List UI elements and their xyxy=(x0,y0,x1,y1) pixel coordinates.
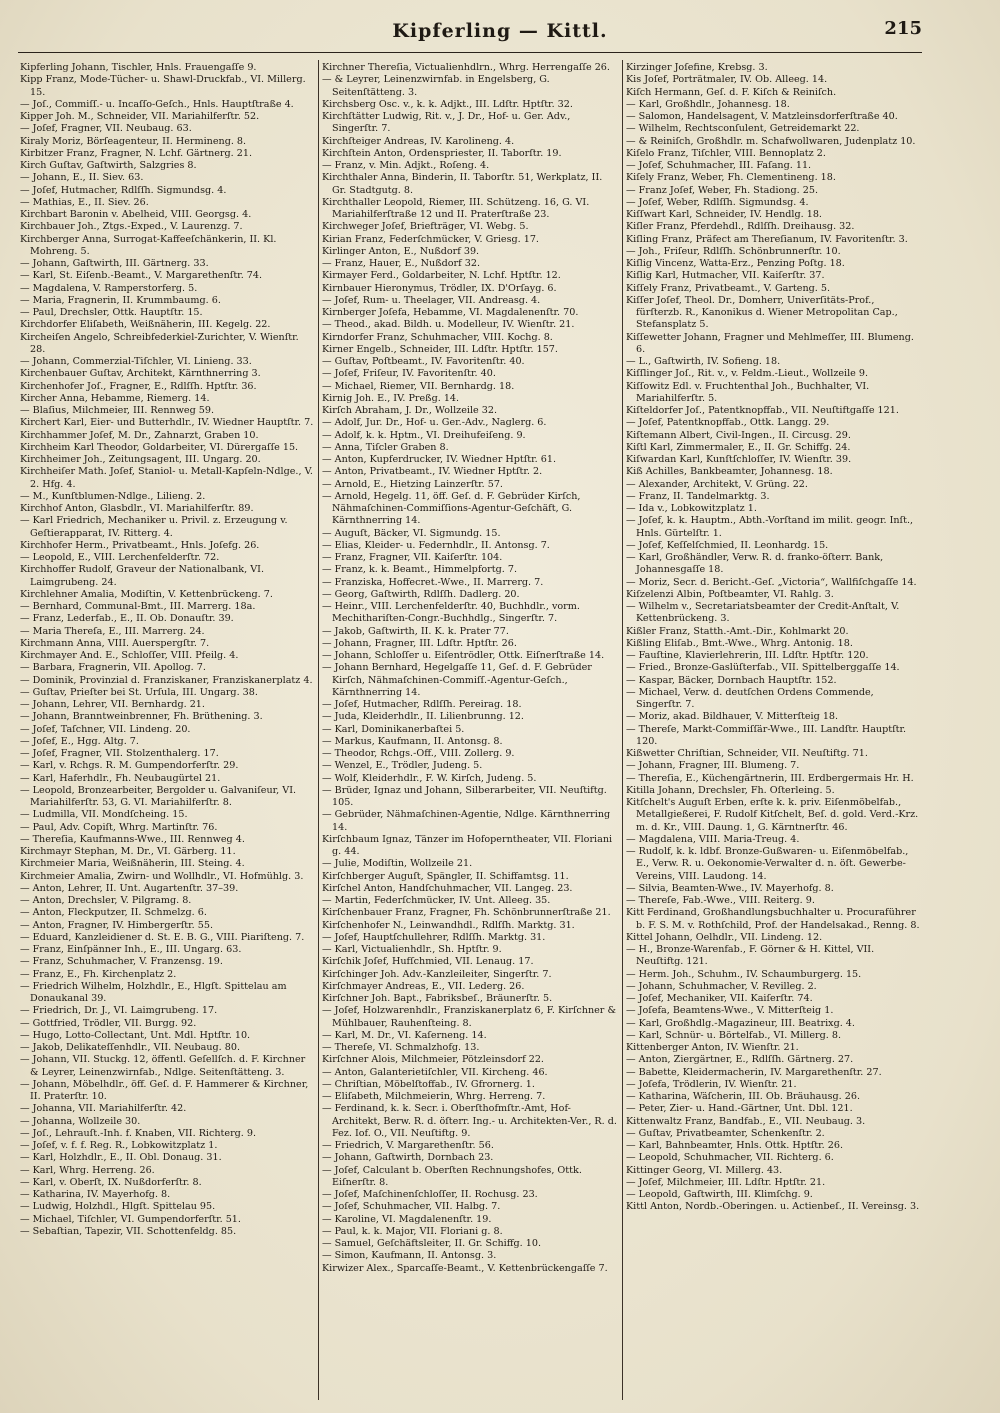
directory-entry: — Ferdinand, k. k. Secr. i. Oberſthofmſtr.-Amt, Hof-Architekt, Berw. R. d. öſterr. Ing.- u. Architekten-Ver., R. d. Fez. Iof. O., VII. Neuſtiftg. 9. xyxy=(322,1103,617,1139)
directory-entry: — Joſef, Schuhmacher, VII. Halbg. 7. xyxy=(322,1201,501,1213)
directory-entry: — Johann, VII. Stuckg. 12, öffentl. Geſellſch. d. F. Kirchner & Leyrer, Leinenzwirnfab., Ndlge. Seitenſtätteng. 3. xyxy=(20,1054,306,1078)
directory-entry: — Thereſia, Kaufmanns-Wwe., III. Rennweg 4. xyxy=(20,833,245,845)
directory-entry: — & Reiniſch, Großhdlr. m. Schafwollwaren, Judenplatz 10. xyxy=(626,135,916,147)
directory-entry: — Eliſabeth, Milchmeierin, Whrg. Herreng. 7. xyxy=(322,1091,546,1102)
directory-entry: — Johann, Schuhmacher, V. Revilleg. 2. xyxy=(626,980,817,992)
directory-entry: Kirchmayer And. E., Schloſſer, VIII. Pfeilg. 4. xyxy=(20,650,239,661)
directory-entry: — Fauſtine, Klavierlehrerin, III. Ldſtr. Hptſtr. 120. xyxy=(626,650,869,661)
directory-entry: — Karl Friedrich, Mechaniker u. Privil. z. Erzeugung v. Geſtierapparat, IV. Ritterg. 4. xyxy=(20,515,288,539)
directory-entry: — Karl, Großhändler, Verw. R. d. franko-öſterr. Bank, Johannesgaſſe 18. xyxy=(626,552,884,576)
directory-entry: — Wilhelm v., Secretariatsbeamter der Credit-Anſtalt, V. Kettenbrückeng. 3. xyxy=(626,601,900,625)
directory-entry: Kißler Franz, Statth.-Amt.-Dir., Kohlmarkt 20. xyxy=(626,625,849,637)
directory-entry: Kirzinger Joſefine, Krebsg. 3. xyxy=(626,62,768,73)
directory-entry: Kiſſely Franz, Privatbeamt., V. Garteng. 5. xyxy=(626,282,831,294)
directory-entry: Kiſelo Franz, Tiſchler, VIII. Bennoplatz 2. xyxy=(626,147,826,159)
directory-entry: — Thereſe, Markt-Commiſſär-Wwe., III. Landſtr. Hauptſtr. 120. xyxy=(626,723,907,747)
directory-entry: Kipper Joh. M., Schneider, VII. Mariahilferſtr. 52. xyxy=(20,111,260,122)
directory-entry: — Friedrich Wilhelm, Holzhdlr., E., Hlgſt. Spittelau am Donaukanal 39. xyxy=(20,980,287,1004)
directory-entry: — Eduard, Kanzleidiener d. St. E. B. G., VIII. Piariſteng. 7. xyxy=(20,931,305,943)
directory-entry: Kirſch Abraham, J. Dr., Wollzeile 32. xyxy=(322,405,497,416)
directory-entry: — Kaspar, Bäcker, Dornbach Hauptſtr. 152. xyxy=(626,674,837,686)
directory-entry: — Anton, Galanterietiſchler, VII. Kircheng. 46. xyxy=(322,1066,548,1078)
directory-entry: Kirwizer Alex., Sparcaſſe-Beamt., V. Kettenbrückengaſſe 7. xyxy=(322,1262,608,1274)
directory-entry: — Anton, Fleckputzer, II. Schmelzg. 6. xyxy=(20,907,207,919)
directory-entry: — Johann, Branntweinbrenner, Fh. Brüthening. 3. xyxy=(20,711,263,723)
directory-entry: — Johann, Lehrer, VII. Bernhardg. 21. xyxy=(20,699,205,710)
directory-entry: Kirner Engelb., Schneider, III. Ldſtr. Hptſtr. 157. xyxy=(322,343,558,355)
directory-entry: — Joſ., Commiſſ.- u. Incaſſo-Geſch., Hnls. Hauptſtraße 4. xyxy=(20,98,294,110)
directory-entry: — Joſef, Hutmacher, Rdlſſh. Pereirag. 18. xyxy=(322,699,522,710)
directory-entry: — Johann, Fragner, III. Blumeng. 7. xyxy=(626,760,800,772)
directory-entry: Kirchhof Anton, Glasbdlr., VI. Mariahilferſtr. 89. xyxy=(20,503,254,514)
directory-entry: Kirchhammer Joſef, M. Dr., Zahnarzt, Graben 10. xyxy=(20,429,259,441)
directory-entry: — Maria, Fragnerin, II. Krummbaumg. 6. xyxy=(20,294,221,306)
directory-entry: — Anton, Kupferdrucker, IV. Wiedner Hptſtr. 61. xyxy=(322,454,557,465)
directory-entry: — Joſ., Lehrauſt.-Inh. f. Knaben, VII. Richterg. 9. xyxy=(20,1127,257,1139)
directory-entry: Kirchdorfer Eliſabeth, Weißnäherin, III. Kegelg. 22. xyxy=(20,319,271,331)
directory-entry: — H., Bronze-Warenfab., F. Görner & H. Kittel, VII. Neuſtiftg. 121. xyxy=(626,944,875,968)
directory-entry: Kiſely Franz, Weber, Fh. Clementineng. 18. xyxy=(626,172,836,184)
directory-entry: — L., Gaſtwirth, IV. Sofieng. 18. xyxy=(626,356,781,367)
directory-entry: — Karl, v. Rchgs. R. M. Gumpendorferſtr. 29. xyxy=(20,760,239,772)
directory-entry: — Franz, v. Min. Adjkt., Roſeng. 4. xyxy=(322,160,490,171)
directory-entry: — Barbara, Fragnerin, VII. Apollog. 7. xyxy=(20,662,206,674)
directory-entry: — Herm. Joh., Schuhm., IV. Schaumburgerg. 15. xyxy=(626,968,862,980)
directory-entry: — Blaſius, Milchmeier, III. Rennweg 59. xyxy=(20,405,215,416)
directory-entry: — Fried., Bronze-Gaslüſterfab., VII. Spittelberggaſſe 14. xyxy=(626,662,900,674)
directory-entry: — Michael, Tiſchler, VI. Gumpendorferſtr. 51. xyxy=(20,1213,241,1225)
directory-entry: — Friedrich, Dr. J., VI. Laimgrubeng. 17. xyxy=(20,1005,218,1017)
directory-entry: Kircheiſen Angelo, Schreibfederkiel-Zurichter, V. Wienſtr. 28. xyxy=(20,331,299,355)
directory-entry: Kittel Johann, Oelhdlr., VII. Lindeng. 12. xyxy=(626,931,823,943)
directory-entry: — Leopold, Schuhmacher, VII. Richterg. 6. xyxy=(626,1152,834,1164)
directory-entry: Kiſſer Joſef, Theol. Dr., Domherr, Univerſitäts-Prof., fürſterzb. R., Kanonikus d. Wiener Metropolitan Cap., Stefansplatz 5. xyxy=(626,294,898,331)
directory-entry: — Guſtav, Privatbeamter, Schenkenſtr. 2. xyxy=(626,1127,825,1139)
directory-entry: Kittl Anton, Nordb.-Oberingen. u. Actienbeſ., II. Vereinsg. 3. xyxy=(626,1201,920,1213)
directory-entry: Kirchſteiger Andreas, IV. Karolineng. 4. xyxy=(322,135,515,147)
directory-entry: Kittinger Georg, VI. Millerg. 43. xyxy=(626,1164,783,1176)
directory-entry: Kirſchner Alois, Milchmeier, Pötzleinsdorf 22. xyxy=(322,1054,544,1066)
directory-entry: — Adolf, k. k. Hptm., VI. Dreihufeiſeng. 9. xyxy=(322,429,526,441)
directory-entry: — Johann, Möbelhdlr., öff. Geſ. d. F. Hammerer & Kirchner, II. Praterſtr. 10. xyxy=(20,1078,309,1102)
directory-entry: Kirchenhofer Joſ., Fragner, E., Rdlſſh. Hptſtr. 36. xyxy=(20,380,257,392)
directory-entry: — Karl, v. Oberſt, IX. Nußdorferſtr. 8. xyxy=(20,1176,202,1188)
directory-entry: — Johann, Gaſtwirth, III. Gärtnerg. 33. xyxy=(20,258,209,269)
directory-entry: Kirchlehner Amalia, Modiſtin, V. Kettenbrückeng. 7. xyxy=(20,588,273,600)
directory-entry: — Franziska, Hoffecret.-Wwe., II. Marrerg. 7. xyxy=(322,576,544,588)
directory-entry: Kirſchinger Joh. Adv.-Kanzleileiter, Singerſtr. 7. xyxy=(322,968,552,980)
directory-entry: — Friedrich, V. Margarethenſtr. 56. xyxy=(322,1140,494,1151)
directory-entry: Kirchhoffer Rudolf, Graveur der Nationalbank, VI. Laimgrubeng. 24. xyxy=(20,564,264,588)
directory-entry: Kirbitzer Franz, Fragner, N. Lchf. Gärtnerg. 21. xyxy=(20,147,253,159)
directory-entry: — Johann, Gaſtwirth, Dornbach 23. xyxy=(322,1152,494,1164)
directory-entry: Kirchbart Baronin v. Abelheid, VIII. Georgsg. 4. xyxy=(20,209,252,220)
directory-entry: Kiſch Hermann, Geſ. d. F. Kiſch & Reiniſch. xyxy=(626,86,837,98)
directory-entry: — Joſef, Weber, Rdlſſh. Sigmundsg. 4. xyxy=(626,196,809,208)
directory-entry: — Moriz, akad. Bildhauer, V. Mitterſteig 18. xyxy=(626,711,839,723)
directory-entry: — Alexander, Architekt, V. Grüng. 22. xyxy=(626,478,808,490)
directory-entry: Kißwetter Chriſtian, Schneider, VII. Neuſtiftg. 71. xyxy=(626,748,868,759)
directory-entry: — Dominik, Provinzial d. Franziskaner, Franziskanerplatz 4. xyxy=(20,674,313,686)
directory-entry: — Maria Thereſa, E., III. Marrerg. 24. xyxy=(20,625,205,637)
directory-entry: — Gottfried, Trödler, VII. Burgg. 92. xyxy=(20,1017,197,1029)
directory-entry: Kirchheim Karl Theodor, Goldarbeiter, VI. Dürergaſſe 15. xyxy=(20,441,299,453)
directory-entry: Kiß Achilles, Bankbeamter, Johannesg. 18. xyxy=(626,466,833,478)
directory-entry: — Silvia, Beamten-Wwe., IV. Mayerhofg. 8. xyxy=(626,882,834,894)
directory-entry: — Karl, Holzhdlr., E., II. Obl. Donaug. 31. xyxy=(20,1152,222,1164)
directory-entry: — Anton, Lehrer, II. Unt. Augartenſtr. 37–39. xyxy=(20,882,239,894)
directory-entry: Kiſlig Vincenz, Watta-Erz., Penzing Poſtg. 18. xyxy=(626,258,845,269)
directory-entry: Kißling Eliſab., Bmt.-Wwe., Whrg. Antonig. 18. xyxy=(626,637,853,649)
directory-entry: — Joſef, Rum- u. Theelager, VII. Andreasg. 4. xyxy=(322,294,541,306)
directory-entry: — Joſef, Milchmeier, III. Ldſtr. Hptſtr. 21. xyxy=(626,1176,826,1188)
directory-entry: — Anton, Fragner, IV. Himbergerſtr. 55. xyxy=(20,919,214,931)
directory-entry: Kiſſowitz Edl. v. Fruchtenthal Joh., Buchhalter, VI. Mariahilferſtr. 5. xyxy=(626,380,870,404)
directory-entry: Kirmayer Ferd., Goldarbeiter, N. Lchf. Hptſtr. 12. xyxy=(322,270,561,282)
directory-entry: — Johann, Schloſſer u. Eiſentrödler, Ottk. Eiſnerſtraße 14. xyxy=(322,650,605,661)
directory-entry: — Joſef, Hauptſchullehrer, Rdlſſh. Marktg. 31. xyxy=(322,931,546,943)
directory-entry: — Joſef, Keſſelſchmied, II. Leonhardg. 15. xyxy=(626,539,829,551)
directory-entry: — Karl, Dominikanerbaſtei 5. xyxy=(322,723,465,735)
directory-entry: Kirchhofer Herm., Privatbeamt., Hnls. Joſefg. 26. xyxy=(20,539,260,551)
directory-entry: — Johanna, VII. Mariahilferſtr. 42. xyxy=(20,1103,187,1115)
directory-entry: — Theodor, Rchgs.-Off., VIII. Zollerg. 9. xyxy=(322,748,515,759)
directory-entry: — Johann, E., II. Siev. 63. xyxy=(20,172,144,184)
directory-entry: — Jakob, Gaſtwirth, II. K. k. Prater 77. xyxy=(322,625,509,637)
directory-entry: — Karl, Whrg. Herreng. 26. xyxy=(20,1164,155,1176)
directory-entry: — Franz, E., Fh. Kirchenplatz 2. xyxy=(20,968,177,980)
directory-entry: — Brüder, Ignaz und Johann, Silberarbeiter, VII. Neuſtiftg. 105. xyxy=(322,784,607,808)
directory-entry: — Mathias, E., II. Siev. 26. xyxy=(20,196,149,208)
directory-entry: — Franz, k. k. Beamt., Himmelpfortg. 7. xyxy=(322,564,517,576)
directory-entry: — Joſef, Maſchinenſchloſſer, II. Rochusg. 23. xyxy=(322,1189,538,1200)
directory-entry: Kitilla Johann, Drechsler, Fh. Oſterleing. 5. xyxy=(626,784,835,796)
directory-entry: Kirchner Thereſia, Victualienhdlrn., Whrg. Herrengaſſe 26. xyxy=(322,62,610,73)
directory-entry: — Johanna, Wollzeile 30. xyxy=(20,1115,141,1127)
directory-entry: — Wenzel, E., Trödler, Judeng. 5. xyxy=(322,760,483,772)
directory-entry: Kirſchik Joſef, Hufſchmied, VII. Lenaug. 17. xyxy=(322,956,534,968)
directory-column-3 xyxy=(626,62,922,1402)
directory-entry: — Karl, St. Eiſenb.-Beamt., V. Margarethenſtr. 74. xyxy=(20,270,263,282)
directory-entry: — Joſefa, Beamtens-Wwe., V. Mitterſteig 1. xyxy=(626,1005,834,1017)
directory-entry: — Ludwig, Holzhdl., Hlgſt. Spittelau 95. xyxy=(20,1201,216,1213)
directory-entry: — Joſef, Schuhmacher, III. Faſang. 11. xyxy=(626,160,812,171)
directory-entry: Kittenwaltz Franz, Bandfab., E., VII. Neubaug. 3. xyxy=(626,1115,866,1127)
directory-entry: Kitt Ferdinand, Großhandlungsbuchhalter u. Procuraführer b. F. S. M. v. Rothſchild, Prof. der Handelsakad., Renng. 8. xyxy=(626,907,920,931)
directory-entry: — Joſef, Hutmacher, Rdlſſh. Sigmundsg. 4. xyxy=(20,184,227,196)
directory-entry: — Franz, Fragner, VII. Kaiſerſtr. 104. xyxy=(322,552,503,563)
directory-entry: — Karl, Schnür- u. Börtelfab., VI. Millerg. 8. xyxy=(626,1029,841,1041)
directory-entry: Kiſzelenzi Albin, Poſtbeamter, VI. Rahlg. 3. xyxy=(626,588,834,600)
directory-entry: Kirſchmayer Andreas, E., VII. Lederg. 26. xyxy=(322,980,525,992)
directory-entry: Kirchmeier Amalia, Zwirn- und Wollhdlr., VI. Hofmühlg. 3. xyxy=(20,870,304,882)
directory-entry: — Julie, Modiſtin, Wollzeile 21. xyxy=(322,858,473,870)
directory-entry: — Joſef, k. k. Hauptm., Abth.-Vorſtand im milit. geogr. Inſt., Hnls. Gürtelſtr. 1. xyxy=(626,515,914,539)
directory-entry: Kiſlig Karl, Hutmacher, VII. Kaiſerſtr. 37. xyxy=(626,270,825,282)
page-header xyxy=(0,10,1000,58)
directory-entry: Kirchert Karl, Eier- und Butterhdlr., IV. Wiedner Hauptſtr. 7. xyxy=(20,417,314,429)
directory-entry: Kiſwardan Karl, Kunſtſchloſſer, IV. Wienſtr. 39. xyxy=(626,454,852,465)
directory-entry: — Babette, Kleidermacherin, IV. Margarethenſtr. 27. xyxy=(626,1066,882,1078)
directory-entry: — Theod., akad. Bildh. u. Modelleur, IV. Wienſtr. 21. xyxy=(322,319,575,331)
directory-entry: — Samuel, Geſchäftsleiter, II. Gr. Schiffg. 10. xyxy=(322,1238,542,1249)
directory-entry: — Franz, Einſpänner Inh., E., III. Ungarg. 63. xyxy=(20,944,242,955)
directory-entry: — Joſef, Mechaniker, VII. Kaiſerſtr. 74. xyxy=(626,993,813,1004)
directory-entry: Kipp Franz, Mode-Tücher- u. Shawl-Druckfab., VI. Millerg. 15. xyxy=(20,74,306,98)
directory-entry: — Michael, Verw. d. deutſchen Ordens Commende, Singerſtr. 7. xyxy=(626,686,874,710)
directory-entry: — Joſefa, Trödlerin, IV. Wienſtr. 21. xyxy=(626,1078,797,1090)
directory-entry: — Guſtav, Prieſter bei St. Urſula, III. Ungarg. 38. xyxy=(20,686,258,698)
directory-entry: Kitſchelt's Auguſt Erben, erſte k. k. priv. Eiſenmöbelfab., Metallgießerei, F. Rudolf Kitſchelt, Beſ. d. gold. Verd.-Krz. m. d. Kr., VIII. Daung. 1, G. Kärntnerſtr. 46. xyxy=(626,797,919,833)
directory-entry: — M., Kunſtblumen-Ndlge., Lilieng. 2. xyxy=(20,490,206,502)
directory-entry: — Joſef, E., Hgg. Altg. 7. xyxy=(20,735,139,747)
directory-entry: — Paul, k. k. Major, VII. Floriani g. 8. xyxy=(322,1225,503,1237)
directory-entry: — Paul, Drechsler, Ottk. Hauptſtr. 15. xyxy=(20,307,203,318)
directory-entry: — Franz, Lederfab., E., II. Ob. Donauſtr. 39. xyxy=(20,613,234,625)
directory-entry: — Simon, Kaufmann, II. Antonsg. 3. xyxy=(322,1250,497,1262)
directory-entry: Kirchmeier Maria, Weißnäherin, III. Steing. 4. xyxy=(20,858,245,870)
directory-entry: — Franz, Hauer, E., Nußdorf 32. xyxy=(322,258,481,269)
directory-entry: — Wolf, Kleiderhdlr., F. W. Kirſch, Judeng. 5. xyxy=(322,772,537,784)
directory-entry: Kiraly Moriz, Börſeagenteur, II. Hermineng. 8. xyxy=(20,135,247,147)
directory-entry: — Auguſt, Bäcker, VI. Sigmundg. 15. xyxy=(322,527,501,539)
directory-entry: — Leopold, Bronzearbeiter, Bergolder u. Galvaniſeur, VI. Mariahilferſtr. 53, G. VI. Mariahilferſtr. 8. xyxy=(20,784,297,808)
directory-entry: — Joh., Friſeur, Rdlſſh. Schönbrunnerſtr. 10. xyxy=(626,245,841,257)
directory-entry: — Joſef, Holzwarenhdlr., Franziskanerplatz 6, F. Kirſchner & Mühlbauer, Rauhenſteing. 8. xyxy=(322,1005,616,1029)
directory-entry: — Salomon, Handelsagent, V. Matzleinsdorferſtraße 40. xyxy=(626,111,898,122)
directory-entry: — Karl, Großhdlr., Johannesg. 18. xyxy=(626,98,790,110)
directory-entry: — Ludmilla, VII. Mondſcheing. 15. xyxy=(20,809,188,821)
directory-entry: — Karl, Haferhdlr., Fh. Neubaugürtel 21. xyxy=(20,772,221,784)
directory-entry: — Gebrüder, Nähmaſchinen-Agentie, Ndlge. Kärnthnerring 14. xyxy=(322,809,611,833)
directory-column-1 xyxy=(20,62,316,1402)
directory-entry: Kirchthaler Anna, Binderin, II. Taborſtr. 51, Werkplatz, II. Gr. Stadtgutg. 8. xyxy=(322,172,603,196)
directory-entry: — Martin, Federſchmücker, IV. Unt. Alleeg. 35. xyxy=(322,895,551,906)
directory-entry: Kirchmann Anna, VIII. Auerspergſtr. 7. xyxy=(20,637,210,649)
directory-entry: — Magdalena, V. Ramperstorferg. 5. xyxy=(20,282,198,294)
directory-entry: Kirſchbaum Ignaz, Tänzer im Hofoperntheater, VII. Floriani g. 44. xyxy=(322,833,613,857)
directory-entry: — Sebaſtian, Tapezir, VII. Schottenfeldg. 85. xyxy=(20,1225,237,1237)
directory-entry: Kiſteldorfer Joſ., Patentknopffab., VII. Neuſtiftgaſſe 121. xyxy=(626,405,899,416)
directory-entry: Kirchenbauer Guſtav, Architekt, Kärnthnerring 3. xyxy=(20,368,261,380)
directory-entry: — Jakob, Delikateſſenhdlr., VII. Neubaug. 80. xyxy=(20,1042,241,1053)
directory-entry: Kirchweger Joſef, Briefträger, VI. Webg. 5. xyxy=(322,221,529,233)
directory-entry: — Joſef, v. f. f. Reg. R., Lobkowitzplatz 1. xyxy=(20,1140,218,1151)
directory-entry: — Peter, Zier- u. Hand.-Gärtner, Unt. Dbl. 121. xyxy=(626,1103,853,1115)
directory-entry: — Paul, Adv. Copiſt, Whrg. Martinſtr. 76. xyxy=(20,821,218,833)
directory-entry: — Rudolf, k. k. ldbf. Bronze-Gußwaren- u. Eiſenmöbelfab., E., Verw. R. u. Oekonomie-Verwalter d. n. öſt. Gewerbe-Vereins, VIII. Laudong. 14. xyxy=(626,846,909,882)
directory-entry: — Franz, II. Tandelmarktg. 3. xyxy=(626,490,770,502)
page-number: 215 xyxy=(884,18,922,39)
directory-entry: — Karl, Bahnbeamter, Hnls. Ottk. Hptſtr. 26. xyxy=(626,1140,843,1151)
directory-entry: — Georg, Gaſtwirth, Rdlſſh. Dadlerg. 20. xyxy=(322,588,520,600)
directory-entry: — Moriz, Secr. d. Bericht.-Geſ. „Victoria“, Wallfiſchgaſſe 14. xyxy=(626,576,917,588)
directory-entry: Kis Joſef, Porträtmaler, IV. Ob. Alleeg. 14. xyxy=(626,74,828,86)
column-divider-1 xyxy=(318,60,319,1400)
directory-entry: — Joſef, Fragner, VII. Neubaug. 63. xyxy=(20,123,192,135)
directory-entry: Kirchsberg Osc. v., k. k. Adjkt., III. Ldſtr. Hptſtr. 32. xyxy=(322,98,573,110)
directory-entry: Kipferling Johann, Tischler, Hnls. Frauengaſſe 9. xyxy=(20,62,257,73)
directory-entry: Kirchbauer Joh., Ztgs.-Exped., V. Laurenzg. 7. xyxy=(20,221,243,233)
directory-entry: — Arnold, E., Hietzing Lainzerſtr. 57. xyxy=(322,478,503,490)
directory-entry: Kirchheiſer Math. Joſef, Staniol- u. Metall-Kapſeln-Ndlge., V. 2. Hfg. 4. xyxy=(20,466,313,490)
directory-entry: — Karoline, VI. Magdalenenſtr. 19. xyxy=(322,1213,492,1225)
directory-entry: Kiſtl Karl, Zimmermaler, E., II. Gr. Schiffg. 24. xyxy=(626,441,851,453)
directory-entry: Kiſſwart Karl, Schneider, IV. Hendlg. 18. xyxy=(626,209,822,220)
directory-entry: Kirlinger Anton, E., Nußdorf 39. xyxy=(322,245,480,257)
directory-entry: — Juda, Kleiderhdlr., II. Lilienbrunng. 12. xyxy=(322,711,524,723)
directory-entry: — & Leyrer, Leinenzwirnfab. in Engelsberg, G. Seitenſtätteng. 3. xyxy=(322,74,550,98)
directory-entry: — Johann, Commerzial-Tiſchler, VI. Linieng. 33. xyxy=(20,356,252,367)
directory-entry: — Leopold, E., VIII. Lerchenfelderſtr. 72. xyxy=(20,552,220,563)
directory-entry: Kiſler Franz, Pferdehdl., Rdlſſh. Dreihausg. 32. xyxy=(626,221,855,233)
directory-entry: — Johann Bernhard, Hegelgaſſe 11, Geſ. d. F. Gebrüder Kirſch, Nähmaſchinen-Commiſſ.-Agentur-Geſch., Kärnthnerring 14. xyxy=(322,662,592,698)
directory-entry: Kirchheimer Joh., Zeitungsagent, III. Ungarg. 20. xyxy=(20,454,261,465)
directory-entry: Kirch Guſtav, Gaſtwirth, Salzgries 8. xyxy=(20,160,197,171)
header-rule xyxy=(18,52,922,53)
directory-entry: — Heinr., VIII. Lerchenfelderſtr. 40, Buchhdlr., vorm. Mechithariſten-Congr.-Buchhdlg., Singerſtr. 7. xyxy=(322,601,580,625)
directory-entry: — Chriſtian, Möbelſtoffab., IV. Gfrornerg. 1. xyxy=(322,1078,535,1090)
directory-entry: Kirchthaller Leopold, Riemer, III. Schützeng. 16, G. VI. Mariahilferſtraße 12 und II. Praterſtraße 23. xyxy=(322,196,590,220)
directory-entry: Kirſchel Anton, Handſchuhmacher, VII. Langeg. 23. xyxy=(322,882,573,894)
column-divider-2 xyxy=(622,60,623,1400)
page-title: Kipferling — Kittl. xyxy=(392,20,608,42)
directory-entry: — Thereſe, VI. Schmalzhofg. 13. xyxy=(322,1042,480,1053)
directory-entry: — Katharina, IV. Mayerhofg. 8. xyxy=(20,1189,171,1200)
directory-entry: — Karl, Victualienhdlr., Sh. Hptſtr. 9. xyxy=(322,944,502,955)
directory-entry: Kiſtemann Albert, Civil-Ingen., II. Circusg. 29. xyxy=(626,429,851,441)
directory-entry: — Ida v., Lobkowitzplatz 1. xyxy=(626,503,757,514)
directory-entry: — Franz, Schuhmacher, V. Franzensg. 19. xyxy=(20,956,223,968)
directory-entry: — Joſef, Friſeur, IV. Favoritenſtr. 40. xyxy=(322,368,496,380)
directory-entry: Kirſchner Joh. Bapt., Fabriksbeſ., Bräunerſtr. 5. xyxy=(322,993,553,1004)
directory-entry: Kirchmayr Stephan, M. Dr., VI. Gärberg. 11. xyxy=(20,846,236,857)
directory-entry: — Magdalena, VIII. Maria-Treug. 4. xyxy=(626,833,800,845)
directory-entry: — Elias, Kleider- u. Federnhdlr., II. Antonsg. 7. xyxy=(322,539,550,551)
directory-entry: — Franz Joſef, Weber, Fh. Stadiong. 25. xyxy=(626,184,818,196)
directory-entry: — Karl, M. Dr., VI. Kaſerneng. 14. xyxy=(322,1029,487,1041)
directory-entry: — Wilhelm, Rechtsconſulent, Getreidemarkt 22. xyxy=(626,123,860,135)
directory-entry: — Anton, Drechsler, V. Pilgramg. 8. xyxy=(20,895,192,906)
directory-entry: Kiſſlinger Joſ., Rit. v., v. Feldm.-Lieut., Wollzeile 9. xyxy=(626,368,869,380)
directory-column-2 xyxy=(322,62,618,1402)
directory-entry: — Arnold, Hegelg. 11, öff. Geſ. d. F. Gebrüder Kirſch, Nähmaſchinen-Commiſſions-Agentur-Geſchäft, G. Kärnthnerring 14. xyxy=(322,490,581,527)
directory-entry: — Joſef, Patentknopffab., Ottk. Langg. 29. xyxy=(626,417,830,429)
directory-entry: — Thereſe, Fab.-Wwe., VIII. Reiterg. 9. xyxy=(626,895,815,906)
directory-entry: — Michael, Riemer, VII. Bernhardg. 18. xyxy=(322,380,515,392)
directory-entry: — Anton, Ziergärtner, E., Rdlſſh. Gärtnerg. 27. xyxy=(626,1054,854,1066)
directory-entry: Kirchſtein Anton, Ordenspriester, II. Taborſtr. 19. xyxy=(322,147,562,159)
directory-entry: — Markus, Kaufmann, II. Antonsg. 8. xyxy=(322,735,503,747)
directory-entry: Kiſſewetter Johann, Fragner und Mehlmeſſer, III. Blumeng. 6. xyxy=(626,331,914,355)
directory-entry: Kirſchenhofer N., Leinwandhdl., Rdlſſh. Marktg. 31. xyxy=(322,919,575,931)
directory-entry: — Hugo, Lotto-Collectant, Unt. Mdl. Hptſtr. 10. xyxy=(20,1029,251,1041)
directory-entry: Kirnig Joh. E., IV. Preßg. 14. xyxy=(322,392,460,404)
directory-entry: Kirndorfer Franz, Schuhmacher, VIII. Kochg. 8. xyxy=(322,331,553,343)
directory-entry: — Guſtav, Poſtbeamt., IV. Favoritenſtr. 40. xyxy=(322,356,525,367)
directory-entry: — Johann, Fragner, III. Ldſtr. Hptſtr. 26. xyxy=(322,637,517,649)
directory-entry: Kirnberger Joſefa, Hebamme, VI. Magdalenenſtr. 70. xyxy=(322,307,579,318)
directory-entry: — Joſef, Taſchner, VII. Lindeng. 20. xyxy=(20,723,191,735)
directory-entry: — Bernhard, Communal-Bmt., III. Marrerg. 18a. xyxy=(20,601,256,612)
directory-entry: Kircher Anna, Hebamme, Riemerg. 14. xyxy=(20,392,210,404)
directory-entry: — Adolf, Jur. Dr., Hof- u. Ger.-Adv., Naglerg. 6. xyxy=(322,417,547,429)
directory-entry: Kirſchenbauer Franz, Fragner, Fh. Schönbrunnerſtraße 21. xyxy=(322,907,611,919)
directory-entry: Kirchſtätter Ludwig, Rit. v., J. Dr., Hof- u. Ger. Adv., Singerſtr. 7. xyxy=(322,111,571,135)
directory-entry: — Joſef, Fragner, VII. Stolzenthalerg. 17. xyxy=(20,748,219,759)
directory-entry: Kiſling Franz, Präfect am Thereſianum, IV. Favoritenſtr. 3. xyxy=(626,233,908,245)
directory-entry: — Thereſia, E., Küchengärtnerin, III. Erdbergermais Hr. H. xyxy=(626,772,914,784)
directory-entry: Kirſchberger Auguſt, Spängler, II. Schiffamtsg. 11. xyxy=(322,870,569,882)
directory-entry: — Leopold, Gaſtwirth, III. Klimſchg. 9. xyxy=(626,1189,813,1200)
directory-entry: — Anton, Privatbeamt., IV. Wiedner Hptſtr. 2. xyxy=(322,466,543,478)
directory-entry: — Katharina, Wäſcherin, III. Ob. Bräuhausg. 26. xyxy=(626,1091,861,1102)
directory-entry: Kirnbauer Hieronymus, Trödler, IX. D'Orſayg. 6. xyxy=(322,282,557,294)
directory-entry: — Anna, Tiſcler Graben 8. xyxy=(322,441,449,453)
directory-entry: — Karl, Großhdlg.-Magazineur, III. Beatrixg. 4. xyxy=(626,1017,855,1029)
directory-entry: Kittenberger Anton, IV. Wienſtr. 21. xyxy=(626,1042,799,1053)
directory-entry: Kirian Franz, Federſchmücker, V. Griesg. 17. xyxy=(322,233,539,245)
directory-entry: — Joſef, Calculant b. Oberſten Rechnungshofes, Ottk. Eiſnerſtr. 8. xyxy=(322,1164,582,1188)
directory-entry: Kirchberger Anna, Surrogat-Kaffeeſchänkerin, II. Kl. Mohreng. 5. xyxy=(20,233,277,257)
